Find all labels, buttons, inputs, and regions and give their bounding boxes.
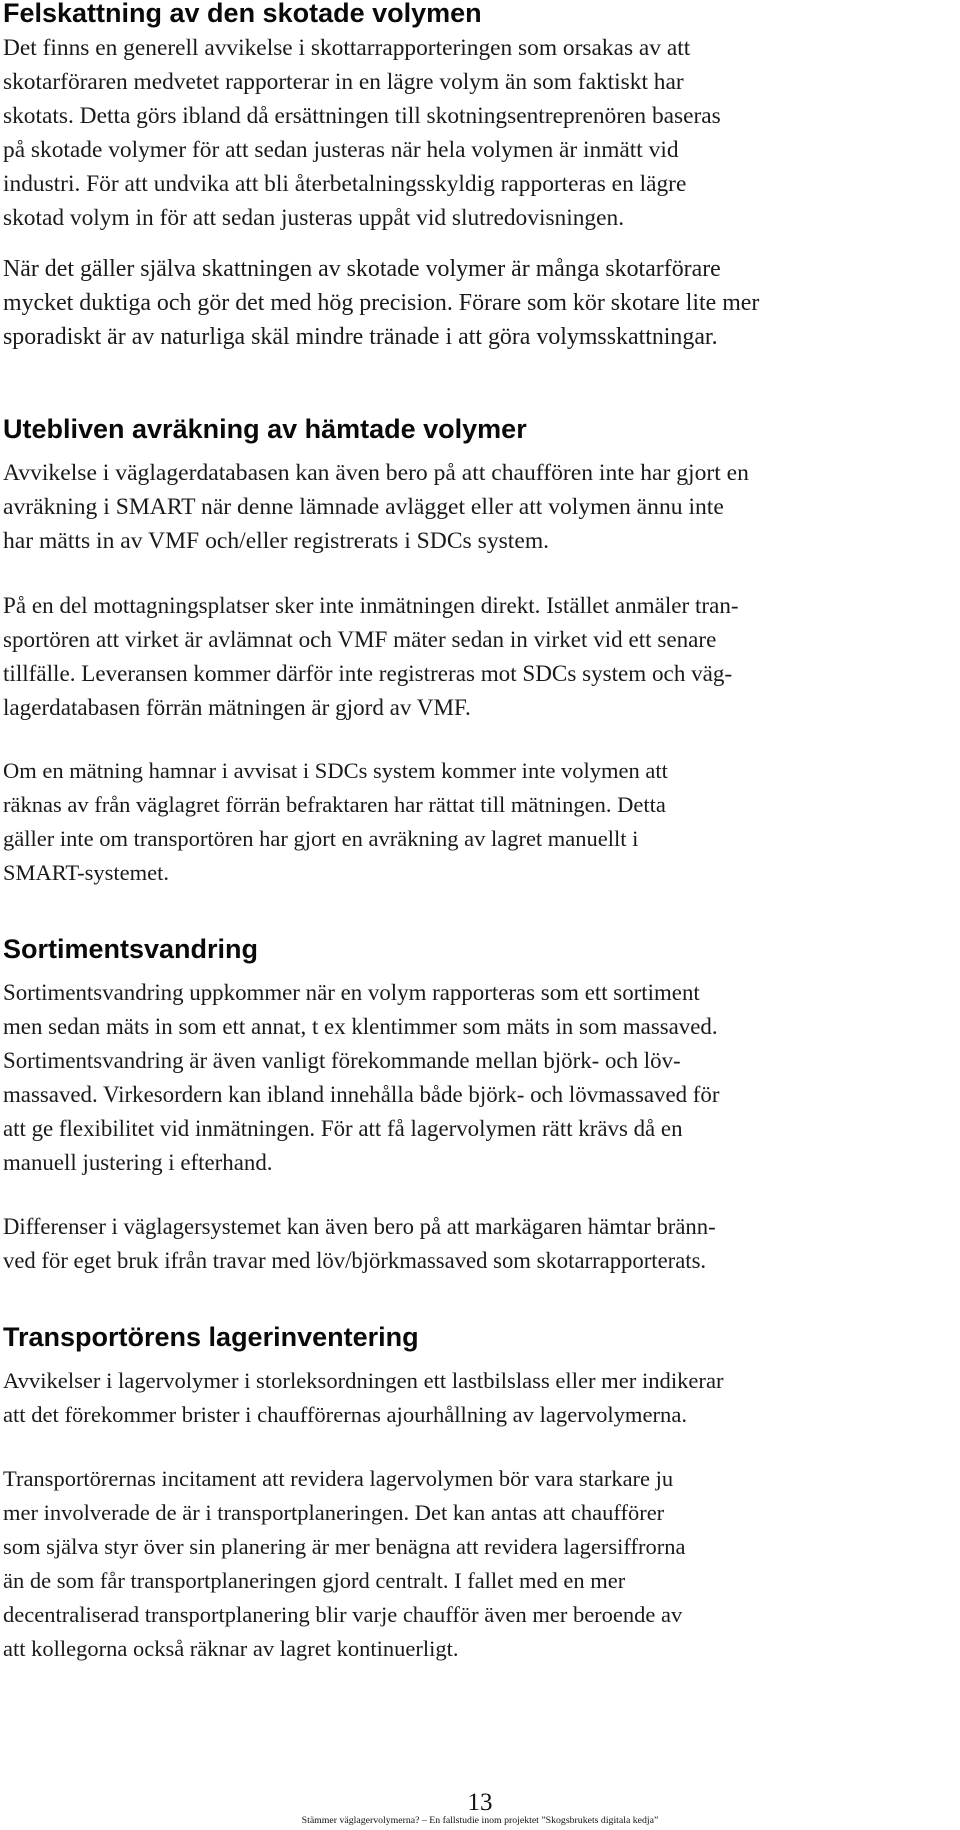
body-text-line: Differenser i väglagersystemet kan även bero på att markägaren hämtar bränn-: [3, 1214, 716, 1239]
body-text-line: att det förekommer brister i chaufförernas ajourhållning av lagervolymerna.: [3, 1402, 688, 1427]
body-text-line: på skotade volymer för att sedan justeras när hela volymen är inmätt vid: [3, 137, 679, 163]
body-text-line: att ge flexibilitet vid inmätningen. För att få lagervolymen rätt krävs då en: [3, 1116, 683, 1141]
section-heading: Utebliven avräkning av hämtade volymer: [3, 414, 527, 444]
body-text-line: sporadiskt är av naturliga skäl mindre tränade i att göra volymsskattningar.: [3, 324, 718, 350]
body-text-line: skotad volym in för att sedan justeras uppåt vid slutredovisningen.: [3, 205, 625, 231]
body-text-line: räknas av från väglagret förrän befraktaren har rättat till mätningen. Detta: [3, 792, 666, 817]
body-text-line: men sedan mäts in som ett annat, t ex klentimmer som mäts in som massaved.: [3, 1014, 718, 1039]
body-text-line: gäller inte om transportören har gjort en avräkning av lagret manuellt i: [3, 826, 639, 851]
body-text-line: lagerdatabasen förrän mätningen är gjord av VMF.: [3, 694, 471, 720]
section-heading: Sortimentsvandring: [3, 934, 259, 964]
body-text-line: industri. För att undvika att bli återbetalningsskyldig rapporteras en lägre: [3, 171, 687, 197]
body-text-line: skotats. Detta görs ibland då ersättningen till skotningsentreprenören baseras: [3, 103, 721, 129]
body-text-line: har mätts in av VMF och/eller registrerats i SDCs system.: [3, 528, 550, 554]
body-text-line: än de som får transportplaneringen gjord centralt. I fallet med en mer: [3, 1568, 626, 1593]
body-text-line: massaved. Virkesordern kan ibland innehålla både björk- och lövmassaved för: [3, 1082, 720, 1107]
body-text-line: Sortimentsvandring uppkommer när en volym rapporteras som ett sortiment: [3, 980, 700, 1005]
body-text-line: Sortimentsvandring är även vanligt förekommande mellan björk- och löv-: [3, 1048, 681, 1073]
body-text-line: mer involverade de är i transportplaneringen. Det kan antas att chaufförer: [3, 1500, 665, 1525]
body-text-line: tillfälle. Leveransen kommer därför inte registreras mot SDCs system och väg-: [3, 660, 733, 686]
body-text-line: att kollegorna också räknar av lagret kontinuerligt.: [3, 1636, 459, 1661]
body-text-line: Avvikelse i väglagerdatabasen kan även bero på att chauffören inte har gjort en: [3, 460, 749, 486]
body-text-line: skotarföraren medvetet rapporterar in en lägre volym än som faktiskt har: [3, 69, 684, 95]
body-text-line: avräkning i SMART när denne lämnade avlägget eller att volymen ännu inte: [3, 494, 724, 520]
body-text-line: mycket duktiga och gör det med hög precision. Förare som kör skotare lite mer: [3, 290, 760, 316]
section-heading: Transportörens lagerinventering: [3, 1322, 419, 1352]
body-text-line: Transportörernas incitament att revidera lagervolymen bör vara starkare ju: [3, 1466, 674, 1491]
body-text-line: Om en mätning hamnar i avvisat i SDCs system kommer inte volymen att: [3, 758, 668, 783]
section-heading: Felskattning av den skotade volymen: [3, 0, 482, 28]
body-text-line: När det gäller själva skattningen av skotade volymer är många skotarförare: [3, 256, 721, 282]
running-footer: Stämmer väglagervolymerna? – En fallstudie inom projektet ”Skogsbrukets digitala kedja”: [301, 1815, 659, 1826]
body-text-line: SMART-systemet.: [3, 860, 169, 885]
body-text-line: som själva styr över sin planering är mer benägna att revidera lagersiffrorna: [3, 1534, 686, 1559]
page-number: 13: [467, 1789, 493, 1816]
body-text-line: decentraliserad transportplanering blir varje chaufför även mer beroende av: [3, 1602, 683, 1627]
body-text-line: sportören att virket är avlämnat och VMF mäter sedan in virket vid ett senare: [3, 626, 717, 652]
body-text-line: manuell justering i efterhand.: [3, 1150, 273, 1175]
body-text-line: ved för eget bruk ifrån travar med löv/björkmassaved som skotarrapporterats.: [3, 1248, 707, 1273]
body-text-line: Avvikelser i lagervolymer i storleksordningen ett lastbilslass eller mer indikerar: [3, 1368, 724, 1393]
body-text-line: Det finns en generell avvikelse i skottarrapporteringen som orsakas av att: [3, 35, 691, 61]
body-text-line: På en del mottagningsplatser sker inte inmätningen direkt. Istället anmäler tran-: [3, 592, 739, 618]
